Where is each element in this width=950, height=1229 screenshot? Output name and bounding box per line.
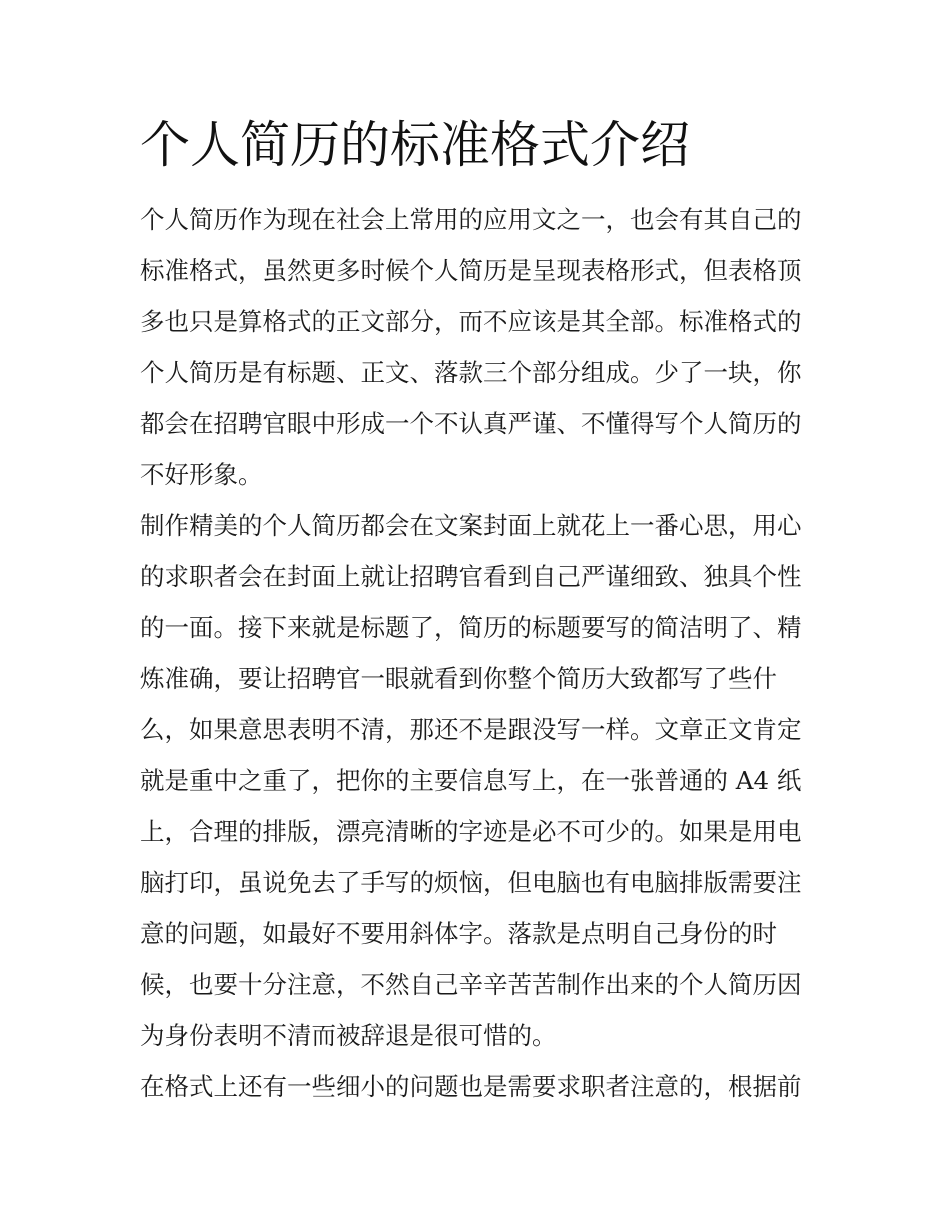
text-line: 上，合理的排版，漂亮清晰的字迹是必不可少的。如果是用电 — [140, 817, 802, 846]
page-title: 个人简历的标准格式介绍 — [140, 116, 690, 174]
text-line: 候，也要十分注意，不然自己辛辛苦苦制作出来的个人简历因 — [140, 970, 802, 999]
text-line: 的求职者会在封面上就让招聘官看到自己严谨细致、独具个性 — [140, 562, 802, 591]
text-line: 就是重中之重了，把你的主要信息写上，在一张普通的 A4 纸 — [140, 766, 802, 795]
text-line: 脑打印，虽说免去了手写的烦恼，但电脑也有电脑排版需要注 — [140, 868, 802, 897]
text-line: 炼准确，要让招聘官一眼就看到你整个简历大致都写了些什 — [140, 664, 777, 693]
text-line: 的一面。接下来就是标题了，简历的标题要写的简洁明了、精 — [140, 613, 802, 642]
text-line: 不好形象。 — [140, 460, 263, 489]
text-line: 个人简历作为现在社会上常用的应用文之一，也会有其自己的 — [140, 205, 802, 234]
text-line: 么，如果意思表明不清，那还不是跟没写一样。文章正文肯定 — [140, 715, 802, 744]
text-line: 制作精美的个人简历都会在文案封面上就花上一番心思，用心 — [140, 511, 802, 540]
text-line: 多也只是算格式的正文部分，而不应该是其全部。标准格式的 — [140, 307, 802, 336]
text-line: 意的问题，如最好不要用斜体字。落款是点明自己身份的时 — [140, 919, 777, 948]
text-line: 都会在招聘官眼中形成一个不认真严谨、不懂得写个人简历的 — [140, 409, 802, 438]
text-line: 在格式上还有一些细小的问题也是需要求职者注意的，根据前 — [140, 1072, 802, 1101]
text-line: 个人简历是有标题、正文、落款三个部分组成。少了一块，你 — [140, 358, 802, 387]
text-line: 标准格式，虽然更多时候个人简历是呈现表格形式，但表格顶 — [140, 256, 802, 285]
text-line: 为身份表明不清而被辞退是很可惜的。 — [140, 1021, 557, 1050]
